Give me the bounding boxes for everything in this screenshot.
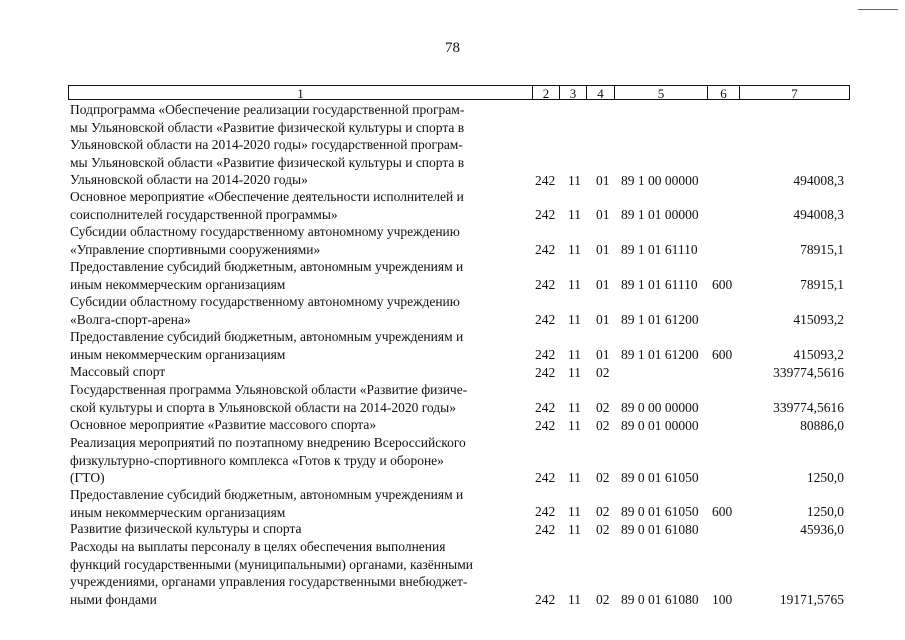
table-row (70, 381, 850, 416)
cell-c5: 89 1 01 61110 (621, 276, 698, 292)
cell-c3: 11 (568, 276, 581, 292)
cell-c2: 242 (535, 591, 556, 607)
header-col-6: 6 (707, 85, 740, 100)
cell-c5: 89 0 01 00000 (621, 417, 699, 433)
table-row (70, 363, 850, 381)
cell-c5: 89 0 01 61080 (621, 521, 699, 537)
cell-c4: 02 (596, 364, 610, 380)
cell-c7: 80886,0 (800, 417, 844, 433)
row-description (70, 520, 526, 538)
cell-c4: 01 (596, 276, 610, 292)
cell-c3: 11 (568, 591, 581, 607)
cell-c7: 78915,1 (800, 241, 844, 257)
cell-c6: 600 (712, 503, 733, 519)
table-row (70, 293, 850, 328)
description-line: «Волга-спорт-арена» (70, 311, 191, 327)
cell-c5: 89 0 01 61080 (621, 591, 699, 607)
cell-c2: 242 (535, 311, 556, 327)
cell-c3: 11 (568, 503, 581, 519)
description-line: ными фондами (70, 591, 157, 607)
cell-c7: 415093,2 (793, 346, 844, 362)
row-description (70, 258, 526, 293)
cell-c4: 02 (596, 521, 610, 537)
header-col-2: 2 (532, 85, 560, 100)
cell-c7: 78915,1 (800, 276, 844, 292)
corner-rule (858, 9, 898, 10)
cell-c2: 242 (535, 503, 556, 519)
row-description (70, 101, 526, 189)
description-line: Основное мероприятие «Обеспечение деятельности исполнителей и (70, 189, 464, 204)
cell-c7: 19171,5765 (779, 591, 844, 607)
cell-c4: 01 (596, 311, 610, 327)
cell-c3: 11 (568, 311, 581, 327)
cell-c3: 11 (568, 521, 581, 537)
description-line: Развитие физической культуры и спорта (70, 521, 302, 536)
description-line: Расходы на выплаты персоналу в целях обеспечения выполнения (70, 539, 446, 554)
cell-c2: 242 (535, 521, 556, 537)
description-line: Массовый спорт (70, 364, 166, 379)
row-description (70, 538, 526, 608)
cell-c3: 11 (568, 469, 581, 485)
row-description (70, 381, 526, 416)
row-description (70, 363, 526, 381)
cell-c3: 11 (568, 172, 581, 188)
cell-c7: 339774,5616 (773, 399, 844, 415)
row-description (70, 416, 526, 434)
cell-c4: 02 (596, 591, 610, 607)
description-line: Ульяновской области на 2014-2020 годы» государственной програм- (70, 137, 463, 152)
table-row (70, 101, 850, 189)
cell-c5: 89 1 01 61200 (621, 311, 699, 327)
description-line: Предоставление субсидий бюджетным, автономным учреждениям и (70, 487, 464, 502)
cell-c2: 242 (535, 241, 556, 257)
cell-c2: 242 (535, 399, 556, 415)
cell-c7: 339774,5616 (773, 364, 844, 380)
description-line: Подпрограмма «Обеспечение реализации государственной програм- (70, 102, 465, 117)
description-line: Субсидии областному государственному автономному учреждению (70, 294, 460, 309)
description-line: соисполнителей государственной программы» (70, 206, 338, 222)
description-line: Предоставление субсидий бюджетным, автономным учреждениям и (70, 259, 464, 274)
table-row (70, 188, 850, 223)
description-line: иным некоммерческим организациям (70, 346, 286, 362)
table-row (70, 486, 850, 520)
cell-c7: 1250,0 (806, 469, 844, 485)
cell-c6: 600 (712, 276, 733, 292)
description-line: учреждениями, органами управления государственными внебюджет- (70, 574, 468, 589)
cell-c3: 11 (568, 346, 581, 362)
row-description (70, 486, 526, 521)
description-line: ской культуры и спорта в Ульяновской области на 2014-2020 годы» (70, 399, 456, 415)
cell-c3: 11 (568, 206, 581, 222)
cell-c7: 494008,3 (793, 206, 844, 222)
cell-c4: 02 (596, 469, 610, 485)
cell-c6: 100 (712, 591, 733, 607)
cell-c3: 11 (568, 399, 581, 415)
cell-c7: 1250,0 (806, 503, 844, 519)
cell-c2: 242 (535, 206, 556, 222)
description-line: иным некоммерческим организациям (70, 504, 286, 520)
description-line: мы Ульяновской области «Развитие физической культуры и спорта в (70, 119, 465, 135)
description-line: Основное мероприятие «Развитие массового спорта» (70, 417, 377, 432)
description-line: Государственная программа Ульяновской области «Развитие физиче- (70, 382, 468, 397)
cell-c2: 242 (535, 346, 556, 362)
header-col-5: 5 (614, 85, 708, 100)
cell-c4: 01 (596, 206, 610, 222)
table-row (70, 258, 850, 293)
table-row (70, 328, 850, 363)
cell-c2: 242 (535, 417, 556, 433)
description-line: функций государственными (муниципальными) органами, казёнными (70, 556, 474, 572)
description-line: Субсидии областному государственному автономному учреждению (70, 224, 460, 239)
row-description (70, 293, 526, 328)
cell-c4: 01 (596, 241, 610, 257)
header-col-4: 4 (586, 85, 615, 100)
cell-c7: 494008,3 (793, 172, 844, 188)
cell-c4: 01 (596, 346, 610, 362)
cell-c5: 89 1 01 61200 (621, 346, 699, 362)
row-description (70, 434, 526, 487)
cell-c2: 242 (535, 364, 556, 380)
table-row (70, 223, 850, 258)
cell-c5: 89 1 01 00000 (621, 206, 699, 222)
description-line: (ГТО) (70, 470, 105, 485)
description-line: иным некоммерческим организациям (70, 276, 286, 292)
cell-c3: 11 (568, 364, 581, 380)
row-description (70, 188, 526, 223)
row-description (70, 328, 526, 363)
description-line: Предоставление субсидий бюджетным, автономным учреждениям и (70, 329, 464, 344)
row-description (70, 223, 526, 258)
table-header (68, 85, 850, 101)
cell-c5: 89 1 00 00000 (621, 172, 699, 188)
description-line: «Управление спортивными сооружениями» (70, 241, 321, 257)
description-line: физкультурно-спортивного комплекса «Готов к труду и обороне» (70, 452, 444, 468)
cell-c2: 242 (535, 172, 556, 188)
cell-c7: 415093,2 (793, 311, 844, 327)
table-row (70, 538, 850, 608)
cell-c5: 89 0 01 61050 (621, 503, 699, 519)
header-col-7: 7 (739, 85, 850, 100)
cell-c4: 01 (596, 172, 610, 188)
cell-c6: 600 (712, 346, 733, 362)
header-col-3: 3 (559, 85, 587, 100)
cell-c3: 11 (568, 417, 581, 433)
table-row (70, 520, 850, 538)
header-col-1: 1 (68, 85, 533, 100)
table-row (70, 434, 850, 486)
description-line: Реализация мероприятий по поэтапному внедрению Всероссийского (70, 435, 466, 450)
cell-c4: 02 (596, 399, 610, 415)
cell-c2: 242 (535, 276, 556, 292)
cell-c5: 89 0 00 00000 (621, 399, 699, 415)
cell-c4: 02 (596, 417, 610, 433)
page-number: 78 (445, 40, 460, 56)
table-row (70, 416, 850, 434)
cell-c3: 11 (568, 241, 581, 257)
cell-c2: 242 (535, 469, 556, 485)
description-line: Ульяновской области на 2014-2020 годы» (70, 172, 308, 187)
description-line: мы Ульяновской области «Развитие физической культуры и спорта в (70, 154, 465, 170)
cell-c5: 89 1 01 61110 (621, 241, 698, 257)
cell-c4: 02 (596, 503, 610, 519)
cell-c7: 45936,0 (800, 521, 844, 537)
cell-c5: 89 0 01 61050 (621, 469, 699, 485)
